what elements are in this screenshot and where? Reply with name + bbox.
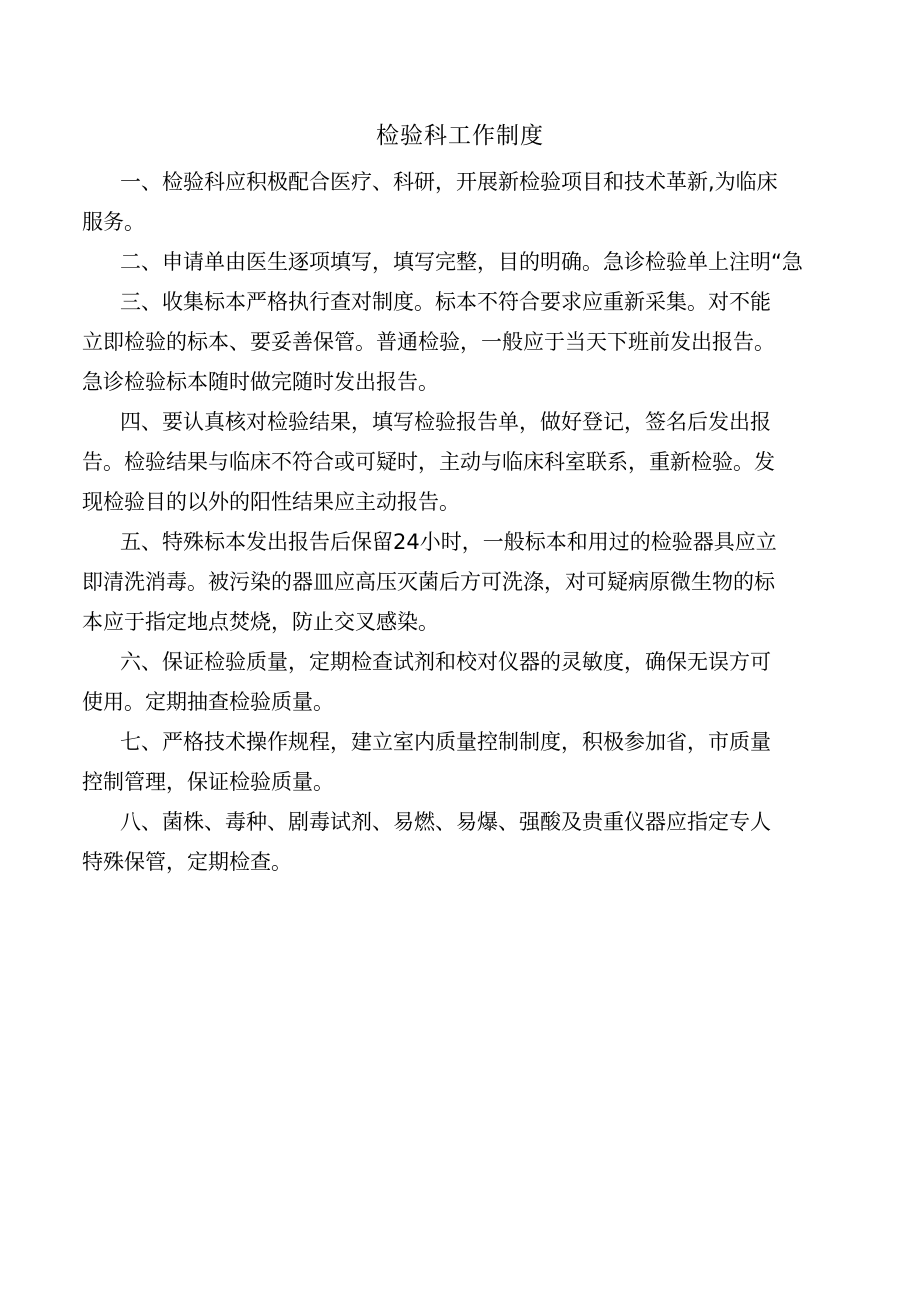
- paragraph-line: 控制管理，保证检验质量。: [82, 770, 334, 794]
- paragraph-line: 本应于指定地点焚烧，防止交叉感染。: [82, 610, 439, 634]
- paragraph-first-line: 五、特殊标本发出报告后保留24小时，一般标本和用过的检验器具应立: [120, 530, 777, 554]
- paragraph-line: 现检验目的以外的阳性结果应主动报告。: [82, 490, 460, 514]
- paragraph: [82, 802, 842, 882]
- paragraph: [82, 642, 842, 722]
- paragraph-first-line: 八、菌株、毒种、剧毒试剂、易燃、易爆、强酸及贵重仪器应指定专人: [120, 810, 771, 834]
- paragraph-line: 立即检验的标本、要妥善保管。普通检验，一般应于当天下班前发出报告。: [82, 330, 775, 354]
- document-title: 检验科工作制度: [376, 123, 544, 149]
- paragraph-first-line: 一、检验科应积极配合医疗、科研，开展新检验项目和技术革新,为临床: [120, 170, 778, 194]
- paragraph-first-line: 二、申请单由医生逐项填写，填写完整，目的明确。急诊检验单上注明“急: [120, 250, 803, 274]
- paragraph-first-line: 四、要认真核对检验结果，填写检验报告单，做好登记，签名后发出报: [120, 410, 771, 434]
- paragraph: [82, 522, 842, 642]
- paragraph: [82, 162, 842, 242]
- paragraph-first-line: 三、收集标本严格执行查对制度。标本不符合要求应重新采集。对不能: [120, 290, 771, 314]
- paragraph: [82, 402, 842, 522]
- paragraph-line: 特殊保管，定期检查。: [82, 850, 292, 874]
- document-body: [82, 162, 842, 882]
- paragraph-first-line: 七、严格技术操作规程，建立室内质量控制制度，积极参加省，市质量: [120, 730, 771, 754]
- paragraph-line: 急诊检验标本随时做完随时发出报告。: [82, 370, 439, 394]
- paragraph: [82, 722, 842, 802]
- paragraph-line: 告。检验结果与临床不符合或可疑时，主动与临床科室联系，重新检验。发: [82, 450, 775, 474]
- paragraph-line: 即清洗消毒。被污染的器皿应高压灭菌后方可洗涤，对可疑病原微生物的标: [82, 570, 775, 594]
- paragraph: [82, 282, 842, 402]
- paragraph: [82, 242, 842, 282]
- paragraph-first-line: 六、保证检验质量，定期检查试剂和校对仪器的灵敏度，确保无误方可: [120, 650, 771, 674]
- paragraph-line: 服务。: [82, 210, 145, 234]
- paragraph-line: 使用。定期抽查检验质量。: [82, 690, 334, 714]
